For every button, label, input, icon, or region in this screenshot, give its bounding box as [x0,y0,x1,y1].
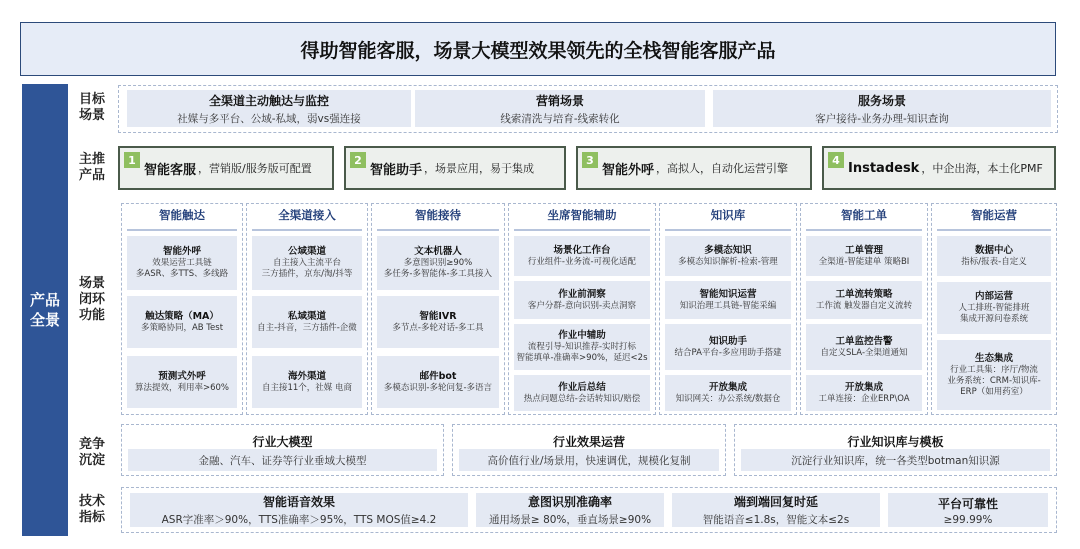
scene-column-knowledge-base [659,203,797,415]
row-label-products: 主推 产品 [78,152,105,183]
column-divider [514,229,650,231]
tech-metric-card: 平台可靠性 ≥99.99% [888,493,1048,527]
row-label-compete: 竞争 沉淀 [78,437,105,468]
target-card: 全渠道主动触达与监控 社媒与多平台、公域-私域，弱vs强连接 [127,90,411,127]
scene-card: 内部运营 人工排班-智能排班 集成开源问卷系统 [937,282,1051,334]
scene-column-omnichannel [246,203,368,415]
tech-metric-card: 智能语音效果 ASR字准率＞90%，TTS准确率＞95%，TTS MOS值≥4.2 [130,493,468,527]
column-divider [937,229,1051,231]
column-header: 智能工单 [841,208,887,222]
tech-metric-card: 意图识别准确率 通用场景≥ 80%，垂直场景≥90% [476,493,664,527]
scene-card: 邮件bot 多模态识别-多轮问复-多语言 [377,356,499,408]
compete-group-industry-model: 行业大模型 金融、汽车、证券等行业垂域大模型 [121,424,444,476]
product-card-smart-assistant: 2 智能助手 ，场景应用，易于集成 [344,146,566,190]
scene-card: 预测式外呼 算法提效，利用率>60% [127,356,237,408]
column-header: 智能触达 [159,208,205,222]
scene-column-smart-operations [931,203,1057,415]
scene-card: 场景化工作台 行业组件-业务流-可视化适配 [514,236,650,276]
target-card: 服务场景 客户接待-业务办理-知识查询 [713,90,1051,127]
product-card-instadesk: 4 Instadesk ，中企出海，本土化PMF [822,146,1056,190]
column-divider [377,229,499,231]
compete-card: 沉淀行业知识库，统一各类型botman知识源 [741,449,1050,471]
side-label-line-1: 产品 [29,291,60,309]
target-card: 营销场景 线索清洗与培育-线索转化 [415,90,705,127]
tech-metrics-group [121,487,1057,533]
side-label [22,84,68,536]
column-divider [806,229,922,231]
product-card-smart-service: 1 智能客服 ，营销版/服务版可配置 [118,146,334,190]
column-divider [665,229,791,231]
column-header: 知识库 [710,208,746,222]
page-title: 得助智能客服，场景大模型效果领先的全栈智能客服产品 [20,22,1056,76]
row-label-target: 目标 场景 [78,92,105,123]
target-scenarios-group [118,85,1058,133]
scene-card: 作业中辅助 流程引导-知识推荐-实时打标 智能填单-准确率>90%，延迟<2s [514,324,650,370]
scene-column-smart-ticket [800,203,928,415]
scene-card: 工单流转策略 工作流 触发器自定义流转 [806,281,922,319]
tech-metric-card: 端到端回复时延 智能语音≤1.8s，智能文本≤2s [672,493,880,527]
scene-column-smart-reception [371,203,505,415]
scene-card: 作业后总结 热点问题总结-会话转知识/赔偿 [514,375,650,411]
scene-card: 生态集成 行业工具集：序厅/物流 业务系统：CRM-知识库- ERP（如用药室） [937,340,1051,410]
scene-card: 智能IVR 多节点-多轮对话-多工具 [377,296,499,348]
column-header: 坐席智能辅助 [547,208,617,222]
column-divider [127,229,237,231]
compete-group-industry-ops: 行业效果运营 高价值行业/场景用，快速调优，规模化复制 [452,424,726,476]
scene-card: 作业前洞察 客户分群-意向识别-卖点洞察 [514,281,650,319]
scene-card: 数据中心 指标/报表-自定义 [937,236,1051,276]
compete-card: 金融、汽车、证券等行业垂域大模型 [128,449,437,471]
scene-column-agent-assist [508,203,656,415]
scene-card: 开放集成 知识网关：办公系统/数据仓 [665,375,791,411]
side-label-line-2: 全景 [29,311,60,329]
scene-card: 触达策略（MA） 多策略协同，AB Test [127,296,237,348]
scene-card: 工单管理 全渠道-智能建单 策略BI [806,236,922,276]
scene-card: 智能知识运营 知识治理工具链-智能采编 [665,281,791,319]
row-label-scenes: 场景 闭环 功能 [78,276,105,323]
scene-card: 公域渠道 自主接入主流平台 三方插件，京东/淘/抖等 [252,236,362,290]
column-header: 全渠道接入 [278,208,336,222]
compete-card: 高价值行业/场景用，快速调优，规模化复制 [459,449,719,471]
column-header: 智能接待 [415,208,461,222]
compete-group-industry-knowledge: 行业知识库与模板 沉淀行业知识库，统一各类型botman知识源 [734,424,1057,476]
scene-column-smart-reach [121,203,243,415]
product-card-smart-outbound: 3 智能外呼 ，高拟人，自动化运营引擎 [576,146,812,190]
scene-card: 多模态知识 多模态知识解析-检索-管理 [665,236,791,276]
column-header: 智能运营 [971,208,1017,222]
scene-card: 文本机器人 多意图识别≥90% 多任务-多智能体-多工具接入 [377,236,499,290]
scene-card: 开放集成 工单连接：企业ERP\OA [806,375,922,411]
scene-card: 私域渠道 自主-抖音，三方插件-企微 [252,296,362,348]
scene-card: 工单监控告警 自定义SLA-全渠道通知 [806,324,922,370]
scene-card: 海外渠道 自主接11个，社媒 电商 [252,356,362,408]
scene-card: 知识助手 结合PA平台-多应用助手搭建 [665,324,791,370]
row-label-tech: 技术 指标 [78,494,105,525]
column-divider [252,229,362,231]
scene-card: 智能外呼 效果运营工具链 多ASR、多TTS、多线路 [127,236,237,290]
